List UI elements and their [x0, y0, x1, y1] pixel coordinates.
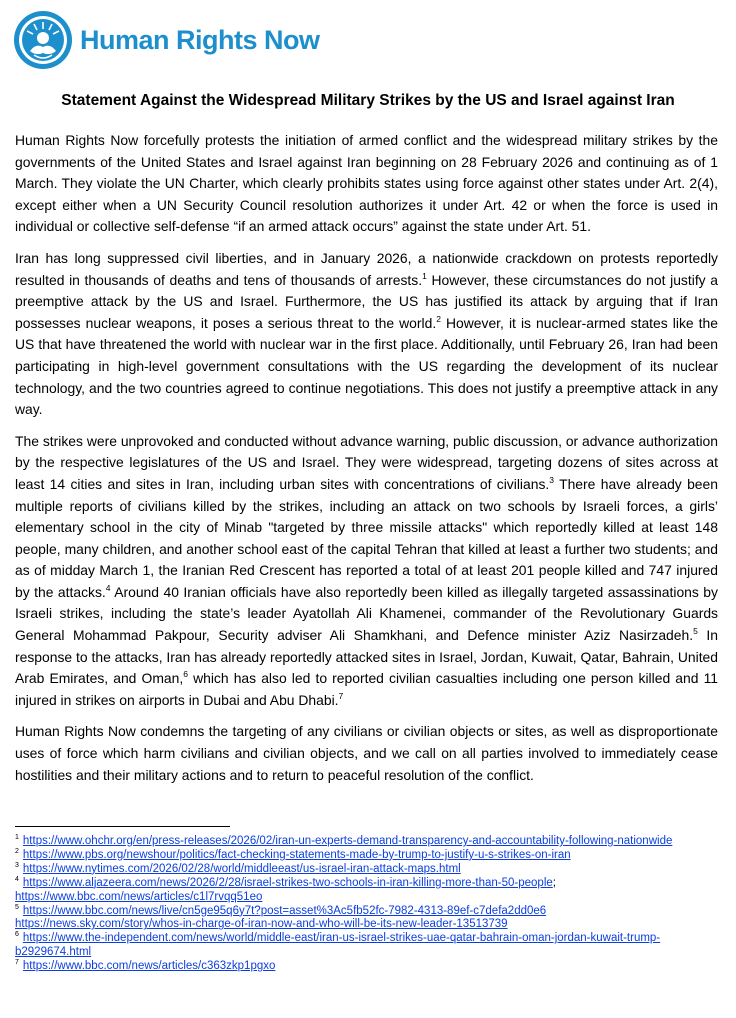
statement-body: [15, 130, 718, 796]
footnote-ref[interactable]: 2: [436, 313, 441, 324]
footnote-link[interactable]: https://news.sky.com/story/whos-in-charge-of-iran-now-and-who-will-be-its-new-leader-13513739: [15, 918, 508, 931]
footnote-link[interactable]: https://www.ohchr.org/en/press-releases/2026/02/iran-un-experts-demand-transparency-and-accountability-following-nationwide: [22, 835, 673, 847]
paragraph-3: The strikes were unprovoked and conducted without advance warning, public discussion, or advance authorization by the respective legislatures of the US and Israel. They were widespread, targeting dozens of sites across at least 14 cities and sites in Iran, including urban sites with concentrations of civilians.$^3$ There have already been multiple reports of civilians killed by the strikes, including an attack on two schools by Israeli forces, a girls’ elementary school in the city of Minab "targeted by three missile attacks" which reportedly killed at least 148 people, many children, and another school east of the capital Tehran that killed at least a further two students; and as of midday March 1, the Iranian Red Crescent has reported a total of at least 201 people killed and 747 injured by the attacks.$^4$ Around 40 Iranian officials have also reportedly been killed as illegally targeted assassinations by Israeli strikes, including the state’s leader Ayatollah Ali Khamenei, commander of the Revolutionary Guards General Mohammad Pakpour, Security adviser Ali Shamkhani, and Defence minister Aziz Nasirzadeh.$^5$ In response to the attacks, Iran has already reportedly attacked sites in Israel, Jordan, Kuwait, Qatar, Bahrain, United Arab Emirates, and Oman,$^6$ which has also led to reported civilian casualties including one person killed and 11 injured in strikes on airports in Dubai and Abu Dhabi.$^7$: [15, 432, 718, 708]
footnote-separator: [15, 826, 230, 827]
footnote-6: $^6$ https://www.the-independent.com/news/world/middle-east/iran-us-israel-strikes-uae-qatar-bahrain-oman-jordan-kuwait-trump-b2929674.html: [15, 931, 661, 959]
footnote-link[interactable]: https://www.aljazeera.com/news/2026/2/28/israel-strikes-two-schools-in-iran-killing-more-than-50-people: [22, 876, 553, 889]
footnote-2: $^2$ https://www.pbs.org/newshour/politics/fact-checking-statements-made-by-trump-to-justify-u-s-strikes-on-iran: [15, 847, 571, 861]
hrn-logo: [12, 9, 74, 71]
statement-title: Statement Against the Widespread Military Strikes by the US and Israel against Iran: [61, 92, 675, 109]
footnote-5: $^5$ https://www.bbc.com/news/live/cn5ge95q6y7t?post=asset%3Ac5fb52fc-7982-4313-89ef-c7defa2dd0e6 https://news.sky.com/story/whos-in-charge-of-iran-now-and-who-will-be-its-new-leader-13513739: [15, 903, 547, 931]
footnote-link[interactable]: https://www.bbc.com/news/articles/c1l7rvqq51eo: [15, 890, 263, 903]
footnote-ref[interactable]: 7: [338, 690, 344, 701]
footnote-3: $^3$ https://www.nytimes.com/2026/02/28/world/middleeast/us-israel-iran-attack-maps.html: [15, 861, 461, 875]
footnote-link[interactable]: https://www.nytimes.com/2026/02/28/world/middleeast/us-israel-iran-attack-maps.html: [22, 862, 461, 875]
footnote-link[interactable]: https://www.bbc.com/news/articles/c363zkp1pgxo: [22, 960, 276, 973]
paragraph-1: Human Rights Now forcefully protests the initiation of armed conflict and the widespread military strikes by the governments of the United States and Israel against Iran beginning on 28 February 2026 and continuing as of 1 March. They violate the UN Charter, which clearly prohibits states using force against other states under Art. 2(4), except either when a UN Security Council resolution authorizes it under Art. 42 or when the force is used in individual or collective self-defense “if an armed attack occurs” against the state under Art. 51.: [15, 132, 718, 235]
footnote-ref[interactable]: 3: [549, 474, 554, 485]
footnote-7: $^7$ https://www.bbc.com/news/articles/c363zkp1pgxo: [15, 959, 276, 973]
header: [12, 8, 320, 72]
footnote-ref[interactable]: 6: [183, 669, 188, 680]
footnote-ref[interactable]: 1: [422, 270, 427, 281]
footnote-1: $^1$ https://www.ohchr.org/en/press-releases/2026/02/iran-un-experts-demand-transparency-and-accountability-following-nationwide: [15, 834, 673, 847]
footnote-ref[interactable]: 5: [693, 626, 698, 637]
footnote-link[interactable]: https://www.bbc.com/news/live/cn5ge95q6y7t?post=asset%3Ac5fb52fc-7982-4313-89ef-c7defa2dd0e6: [22, 904, 547, 917]
paragraph-2: Iran has long suppressed civil liberties, and in January 2026, a nationwide crackdown on protests reportedly resulted in thousands of deaths and tens of thousands of arrests.$^1$ However, these circumstances do not justify a preemptive attack by the US and Israel. Furthermore, the US has justified its attack by arguing that if Iran possesses nuclear weapons, it poses a serious threat to the world.$^2$ However, it is nuclear-armed states like the US that have threatened the world with nuclear war in the first place. Additionally, until February 26, Iran had been participating in high-level government consultations with the US regarding the development of its nuclear technology, and the two countries agreed to continue negotiations. This does not justify a preemptive attack in any way.: [15, 249, 718, 418]
paragraph-4: Human Rights Now condemns the targeting of any civilians or civilian objects or sites, as well as disproportionate uses of force which harm civilians and civilian objects, and we call on all parties involved to immediately cease hostilities and their military actions and to return to peaceful resolution of the conflict.: [15, 723, 718, 783]
brand-name: Human Rights Now: [80, 24, 320, 55]
footnote-4: $^4$ https://www.aljazeera.com/news/2026/2/28/israel-strikes-two-schools-in-iran-killing-more-than-50-people; https://www.bbc.com/news/articles/c1l7rvqq51eo: [15, 875, 556, 903]
footnote-link[interactable]: https://www.pbs.org/newshour/politics/fact-checking-statements-made-by-trump-to-justify-u-s-strikes-on-iran: [22, 848, 571, 861]
footnotes: [15, 835, 720, 974]
footnote-link[interactable]: https://www.the-independent.com/news/world/middle-east/iran-us-israel-strikes-uae-qatar-bahrain-oman-jordan-kuwait-trump-b2929674.html: [15, 932, 661, 959]
footnote-ref[interactable]: 4: [105, 582, 111, 593]
